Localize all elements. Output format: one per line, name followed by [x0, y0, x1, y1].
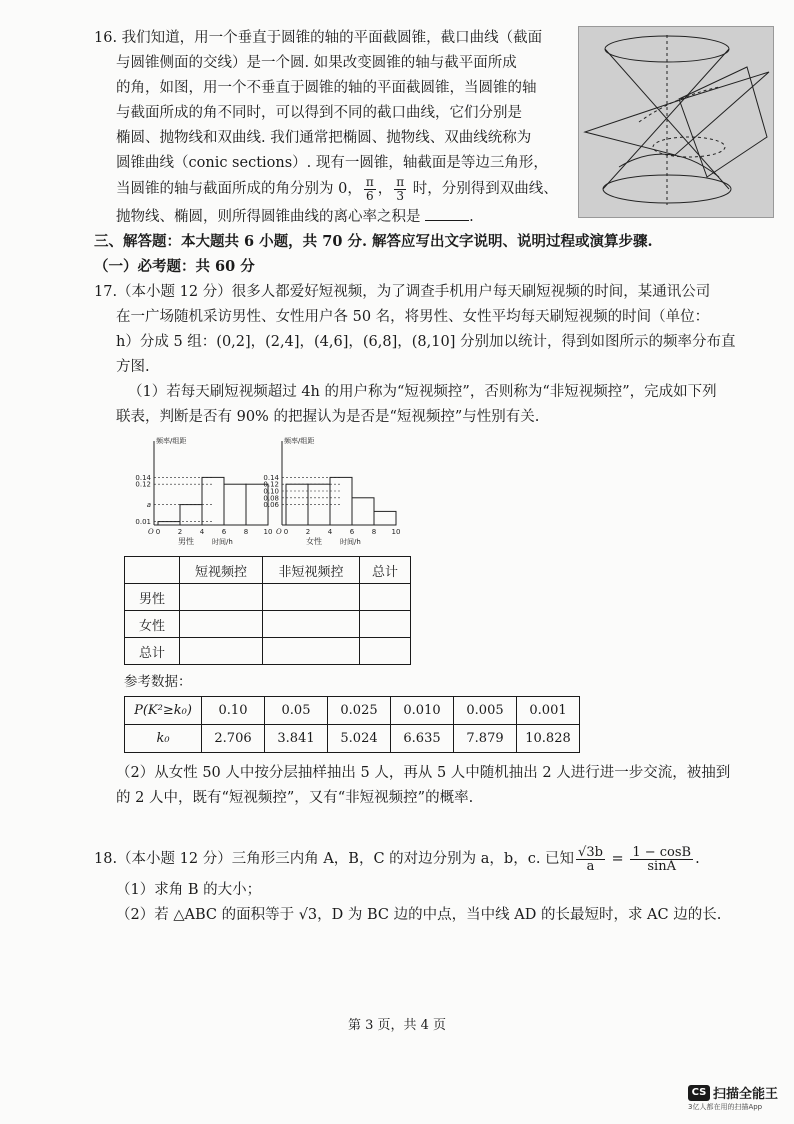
row-label-female: 女性	[125, 611, 180, 638]
histogram-caption: 女性	[306, 537, 322, 546]
ref-prob-cell: 0.010	[391, 697, 454, 725]
col-header-total: 总计	[360, 557, 411, 584]
contingency-table	[124, 556, 411, 665]
col-header-short-video-fan: 短视频控	[180, 557, 263, 584]
histogram-bar-(2,4]	[180, 505, 202, 525]
x-tick-label: 4	[327, 528, 333, 536]
cell-blank	[360, 611, 411, 638]
ref-k0-label: k₀	[125, 725, 202, 753]
q18-part2: （2）若 △ABC 的面积等于 √3，D 为 BC 边的中点，当中线 AD 的长最短时，求 AC 边的长.	[116, 907, 722, 923]
ref-prob-cell: 0.10	[202, 697, 265, 725]
fraction-1-cosb-over-sina	[630, 846, 693, 873]
y-tick-label: 0.01	[135, 518, 151, 527]
cell-blank	[360, 638, 411, 665]
ref-k0-cell: 2.706	[202, 725, 265, 753]
x-axis-label: 时间/h	[212, 538, 233, 546]
contingency-row-female	[125, 611, 411, 638]
cell-blank	[180, 584, 263, 611]
y-tick-label: 0.14	[135, 473, 151, 482]
fraction-pi-6	[364, 176, 376, 203]
ref-k0-cell: 7.879	[454, 725, 517, 753]
x-tick-label: 0	[155, 528, 161, 536]
x-tick-label: 2	[305, 528, 311, 536]
frac-r-num: 1 − cosB	[632, 844, 692, 860]
cell-blank	[360, 584, 411, 611]
frac1-num: π	[365, 174, 374, 189]
x-tick-label: 6	[349, 528, 355, 536]
col-header-non-fan: 非短视频控	[263, 557, 360, 584]
x-tick-label: 4	[199, 528, 205, 536]
ref-row-prob	[125, 697, 580, 725]
q16-line-8-text: 抛物线、椭圆，则所得圆锥曲线的离心率之积是	[116, 209, 421, 225]
q16-line-3: 的角，如图，用一个不垂直于圆锥的轴的平面截圆锥，当圆锥的轴	[116, 80, 537, 96]
q16-line-4: 与截面所成的角不同时，可以得到不同的截口曲线，它们分别是	[116, 105, 522, 121]
q18-line-1	[94, 842, 700, 876]
fraction-pi-3	[394, 176, 406, 203]
q17-line-3: h）分成 5 组：(0,2]，(2,4]，(4,6]，(6,8]，(8,10] 分别加以统计，得到如图所示的频率分布直	[116, 334, 736, 350]
row-label-total: 总计	[125, 638, 180, 665]
ref-row-k0	[125, 725, 580, 753]
scanner-logo	[688, 1082, 779, 1111]
x-tick-label: 6	[221, 528, 227, 536]
q17-part1-line-2: 联表，判断是否有 90% 的把握认为是否是“短视频控”与性别有关.	[116, 409, 540, 425]
ref-k0-cell: 10.828	[517, 725, 580, 753]
frac2-den: 3	[396, 188, 404, 203]
cell-blank	[180, 638, 263, 665]
y-tick-label: 0.14	[263, 473, 279, 482]
x-tick-label: 2	[177, 528, 183, 536]
row-label-male: 男性	[125, 584, 180, 611]
histogram-bar-(0,2]	[158, 522, 180, 525]
histogram-bar-(4,6]	[202, 477, 224, 525]
reference-data-label: 参考数据：	[124, 674, 192, 690]
frac-r-den: sinA	[647, 858, 676, 874]
y-axis-label: 频率/组距	[284, 437, 315, 445]
q16-line-7-text: 当圆锥的轴与截面所成的角分别为 0，	[116, 181, 362, 197]
ref-prob-label: P(K²≥k₀)	[125, 697, 202, 725]
histogram-bar-(4,6]	[330, 477, 352, 525]
y-tick-label: 0.06	[263, 501, 279, 510]
x-tick-label: 8	[371, 528, 377, 536]
frac1-den: 6	[365, 188, 374, 203]
ref-prob-cell: 0.05	[265, 697, 328, 725]
q18-line-1-end: .	[695, 851, 700, 867]
cone-diagram	[579, 27, 773, 217]
q16-line-6: 圆锥曲线（conic sections）. 现有一圆锥，轴截面是等边三角形，	[116, 155, 548, 171]
y-tick-label: 0.08	[263, 494, 279, 503]
contingency-row-male	[125, 584, 411, 611]
reference-table	[124, 696, 580, 753]
q16-line-7-end: 时，分别得到双曲线、	[408, 181, 558, 197]
cs-logo-icon: CS	[688, 1085, 710, 1101]
cone-section-figure	[578, 26, 774, 218]
q17-part1-line-1: （1）若每天刷短视频超过 4h 的用户称为“短视频控”，否则称为“非短视频控”，完成如下列	[128, 384, 717, 400]
q17-line-2: 在一广场随机采访男性、女性用户各 50 名，将男性、女性平均每天刷短视频的时间（单位：	[116, 309, 710, 325]
histogram-bar-(8,10]	[374, 511, 396, 525]
scanner-app-name: 扫描全能王	[713, 1087, 779, 1102]
q16-line-7	[116, 174, 558, 204]
x-tick-label: 10	[263, 528, 273, 536]
histogram-bar-(6,8]	[224, 484, 246, 525]
q16-line-1: 16. 我们知道，用一个垂直于圆锥的轴的平面截圆锥，截口曲线（截面	[94, 30, 543, 46]
equals-sign: =	[606, 851, 629, 867]
q16-line-8-end: .	[469, 209, 474, 225]
q17-line-1: 17.（本小题 12 分）很多人都爱好短视频，为了调查手机用户每天刷短视频的时间，某通讯公司	[94, 284, 711, 300]
y-axis-label: 频率/组距	[156, 437, 187, 445]
frac-l-den: a	[586, 858, 595, 874]
histogram-bar-(6,8]	[352, 498, 374, 525]
x-tick-label: 0	[283, 528, 289, 536]
x-tick-label: 10	[391, 528, 401, 536]
cell-blank	[180, 611, 263, 638]
cell-blank	[263, 611, 360, 638]
scanner-tagline: 3亿人都在用的扫描App	[688, 1103, 763, 1111]
q17-part2-line-1: （2）从女性 50 人中按分层抽样抽出 5 人，再从 5 人中随机抽出 2 人进行进一步交流，被抽到	[116, 765, 731, 781]
answer-blank	[425, 206, 469, 221]
q16-line-8	[116, 206, 474, 227]
page-number: 第 3 页，共 4 页	[347, 1018, 447, 1033]
y-tick-label: 0.12	[263, 480, 279, 489]
contingency-corner	[125, 557, 180, 584]
histogram-female	[248, 435, 401, 550]
contingency-row-total	[125, 638, 411, 665]
q18-line-1-text: 18.（本小题 12 分）三角形三内角 A，B，C 的对边分别为 a，b，c. 已知	[94, 851, 575, 867]
histogram-bar-(0,2]	[286, 484, 308, 525]
q16-line-5: 椭圆、抛物线和双曲线. 我们通常把椭圆、抛物线、双曲线统称为	[116, 130, 532, 146]
ref-k0-cell: 6.635	[391, 725, 454, 753]
section-3-heading: 三、解答题：本大题共 6 小题，共 70 分. 解答应写出文字说明、说明过程或演算步骤.	[94, 233, 653, 250]
ref-prob-cell: 0.005	[454, 697, 517, 725]
q16-sep: ，	[377, 181, 393, 197]
frac2-num: π	[396, 174, 405, 189]
ref-k0-cell: 5.024	[328, 725, 391, 753]
ref-k0-cell: 3.841	[265, 725, 328, 753]
fraction-sqrt3b-over-a	[576, 846, 605, 873]
frac-l-num: √3b	[578, 844, 603, 860]
cell-blank	[263, 638, 360, 665]
q16-line-2: 与圆锥侧面的交线）是一个圆. 如果改变圆锥的轴与截平面所成	[116, 55, 517, 71]
origin-label: O	[148, 528, 154, 536]
q17-part2-line-2: 的 2 人中，既有“短视频控”，又有“非短视频控”的概率.	[116, 790, 474, 806]
ref-prob-cell: 0.001	[517, 697, 580, 725]
y-tick-label: 0.12	[135, 480, 151, 489]
contingency-header-row	[125, 557, 411, 584]
ref-prob-cell: 0.025	[328, 697, 391, 725]
x-axis-label: 时间/h	[340, 538, 361, 546]
cell-blank	[263, 584, 360, 611]
x-tick-label: 8	[243, 528, 249, 536]
y-tick-label: a	[146, 501, 151, 510]
origin-label: O	[276, 528, 282, 536]
histogram-caption: 男性	[178, 537, 194, 546]
section-3-subheading: （一）必考题：共 60 分	[94, 258, 255, 275]
y-tick-label: 0.10	[263, 487, 279, 496]
q18-part1: （1）求角 B 的大小；	[116, 882, 262, 898]
q17-line-4: 方图.	[116, 359, 150, 375]
